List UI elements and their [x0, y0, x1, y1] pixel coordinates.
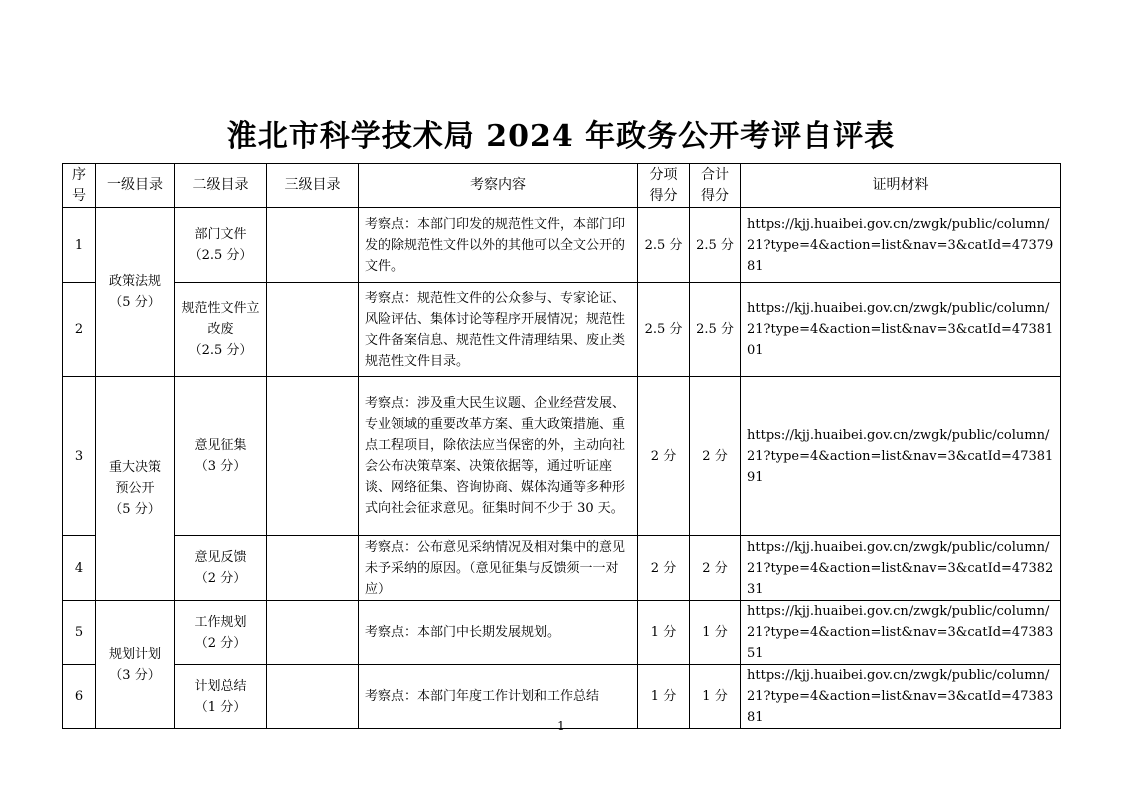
level3-cell — [267, 208, 359, 283]
content-cell: 考察点：规范性文件的公众参与、专家论证、风险评估、集体讨论等程序开展情况；规范性文件备案信息、规范性文件清理结果、废止类规范性文件目录。 — [359, 283, 638, 377]
evaluation-table — [62, 163, 1061, 729]
level1-score: （3 分） — [109, 667, 161, 683]
level1-name: 规划计划 — [108, 646, 161, 662]
item-score-cell: 2 分 — [638, 536, 690, 601]
table-row — [63, 536, 1061, 601]
page-title: 淮北市科学技术局 2024 年政务公开考评自评表 — [226, 119, 896, 154]
row-number: 2 — [63, 283, 96, 377]
header-seq: 序号 — [63, 164, 96, 208]
level2-score: （2 分） — [194, 571, 247, 586]
level2-score: （1 分） — [194, 699, 247, 715]
level1-cell — [96, 377, 175, 601]
header-level2: 二级目录 — [175, 164, 267, 208]
row-number: 3 — [63, 377, 96, 536]
level2-cell — [175, 208, 267, 283]
level1-cell — [96, 601, 175, 729]
evidence-link[interactable]: https://kjj.huaibei.gov.cn/zwgk/public/column/21?type=4&action=list&nav=3&catId=4738231 — [741, 536, 1061, 601]
table-row — [63, 377, 1061, 536]
level3-cell — [267, 377, 359, 536]
total-score-cell: 2 分 — [690, 536, 741, 601]
level1-cell — [96, 208, 175, 377]
total-score-cell: 2.5 分 — [690, 208, 741, 283]
table-row — [63, 283, 1061, 377]
level1-name: 重大决策预公开 — [108, 460, 161, 496]
table-header-row — [63, 164, 1061, 208]
level1-score: （5 分） — [109, 295, 161, 310]
row-number: 6 — [63, 665, 96, 729]
level2-name: 部门文件 — [194, 227, 247, 242]
header-level1: 一级目录 — [96, 164, 175, 208]
header-evidence: 证明材料 — [741, 164, 1061, 208]
evidence-link[interactable]: https://kjj.huaibei.gov.cn/zwgk/public/column/21?type=4&action=list&nav=3&catId=4737981 — [741, 208, 1061, 283]
page-number: 1 — [557, 719, 565, 733]
table-row — [63, 601, 1061, 665]
evidence-link[interactable]: https://kjj.huaibei.gov.cn/zwgk/public/column/21?type=4&action=list&nav=3&catId=4738381 — [741, 665, 1061, 729]
level2-name: 工作规划 — [194, 614, 247, 630]
level2-name: 意见征集 — [194, 438, 247, 453]
item-score-cell: 1 分 — [638, 665, 690, 729]
row-number: 5 — [63, 601, 96, 665]
total-score-cell: 2 分 — [690, 377, 741, 536]
header-level3: 三级目录 — [267, 164, 359, 208]
content-cell: 考察点：本部门印发的规范性文件，本部门印发的除规范性文件以外的其他可以全文公开的文件。 — [359, 208, 638, 283]
level1-name: 政策法规 — [108, 274, 161, 289]
evidence-link[interactable]: https://kjj.huaibei.gov.cn/zwgk/public/column/21?type=4&action=list&nav=3&catId=4738191 — [741, 377, 1061, 536]
evidence-link[interactable]: https://kjj.huaibei.gov.cn/zwgk/public/column/21?type=4&action=list&nav=3&catId=4738351 — [741, 601, 1061, 665]
level2-score: （2 分） — [194, 635, 247, 651]
row-number: 4 — [63, 536, 96, 601]
level2-name: 计划总结 — [194, 678, 247, 694]
item-score-cell: 2.5 分 — [638, 283, 690, 377]
level2-score: （2.5 分） — [188, 343, 253, 358]
total-score-cell: 2.5 分 — [690, 283, 741, 377]
level3-cell — [267, 536, 359, 601]
item-score-cell: 2.5 分 — [638, 208, 690, 283]
level2-score: （2.5 分） — [188, 248, 253, 263]
content-cell: 考察点：涉及重大民生议题、企业经营发展、专业领域的重要改革方案、重大政策措施、重点工程项目，除依法应当保密的外，主动向社会公布决策草案、决策依据等，通过听证座谈、网络征集、咨询协商、媒体沟通等多种形式向社会征求意见。征集时间不少于 30 天。 — [359, 377, 638, 536]
level3-cell — [267, 283, 359, 377]
level1-score: （5 分） — [109, 502, 161, 517]
table-row — [63, 208, 1061, 283]
level2-cell — [175, 601, 267, 665]
level2-cell — [175, 283, 267, 377]
level2-score: （3 分） — [194, 459, 247, 474]
header-item-score: 分项得分 — [638, 164, 690, 208]
evidence-link[interactable]: https://kjj.huaibei.gov.cn/zwgk/public/column/21?type=4&action=list&nav=3&catId=4738101 — [741, 283, 1061, 377]
item-score-cell: 2 分 — [638, 377, 690, 536]
total-score-cell: 1 分 — [690, 601, 741, 665]
row-number: 1 — [63, 208, 96, 283]
content-cell: 考察点：本部门年度工作计划和工作总结 — [359, 665, 638, 729]
item-score-cell: 1 分 — [638, 601, 690, 665]
level2-name: 规范性文件立改废 — [181, 301, 260, 337]
level3-cell — [267, 601, 359, 665]
header-total-score: 合计得分 — [690, 164, 741, 208]
content-cell: 考察点：本部门中长期发展规划。 — [359, 601, 638, 665]
level2-name: 意见反馈 — [194, 550, 247, 565]
level2-cell — [175, 377, 267, 536]
content-cell: 考察点：公布意见采纳情况及相对集中的意见未予采纳的原因。（意见征集与反馈须一一对应） — [359, 536, 638, 601]
header-content: 考察内容 — [359, 164, 638, 208]
level2-cell — [175, 536, 267, 601]
total-score-cell: 1 分 — [690, 665, 741, 729]
